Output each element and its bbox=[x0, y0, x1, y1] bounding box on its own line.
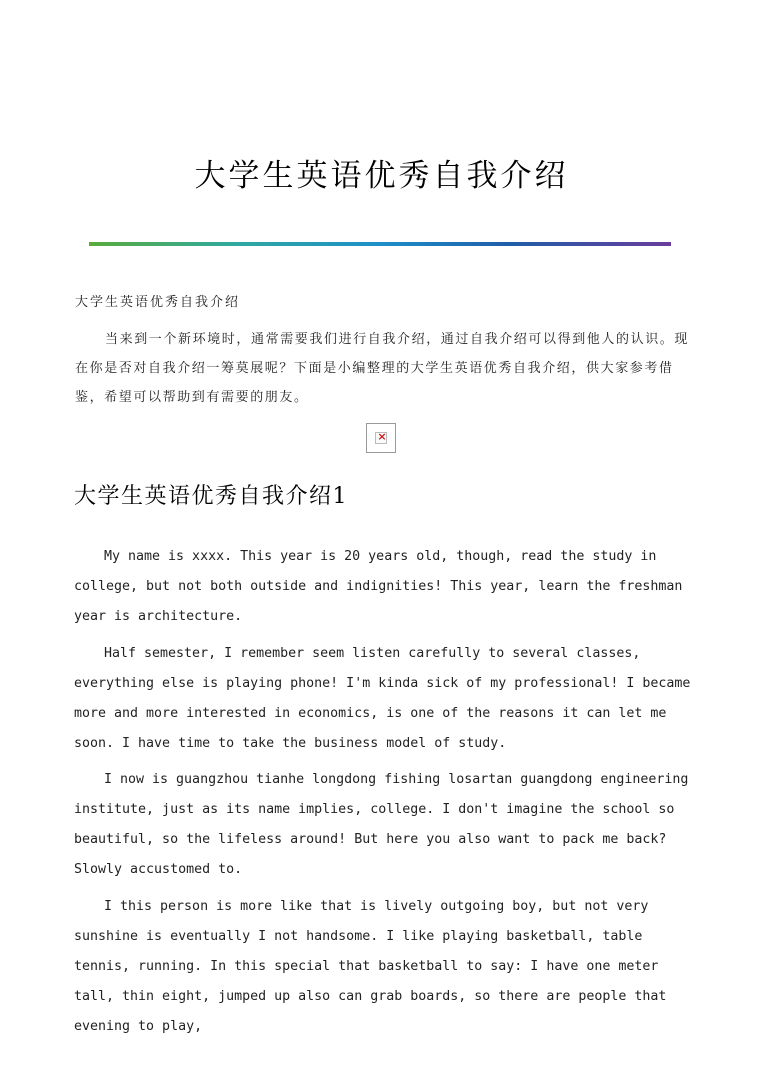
paragraph-2: Half semester, I remember seem listen carefully to several classes, everything else is playing phone! I'm kinda sick of my professional! I became more and more interested in economics, is one of the reasons it can let me soon. I have time to take the business model of study. bbox=[74, 645, 691, 751]
image-frame bbox=[375, 432, 387, 444]
document-title: 大学生英语优秀自我介绍 bbox=[194, 158, 569, 194]
intro-paragraph: 当来到一个新环境时，通常需要我们进行自我介绍，通过自我介绍可以得到他人的认识。现在你是否对自我介绍一筹莫展呢？下面是小编整理的大学生英语优秀自我介绍，供大家参考借鉴，希望可以帮助到有需要的朋友。 bbox=[75, 332, 690, 405]
title-divider bbox=[89, 242, 671, 246]
broken-image-icon bbox=[366, 423, 396, 453]
document-subtitle: 大学生英语优秀自我介绍 bbox=[75, 295, 241, 310]
paragraph-4: I this person is more like that is lively outgoing boy, but not very sunshine is eventually I not handsome. I like playing basketball, table tennis, running. In this special that basketball to say: I have one meter tall, thin eight, jumped up also can grab boards, so there are people that evening to play, bbox=[74, 898, 667, 1034]
body-text bbox=[74, 542, 694, 1048]
section-heading: 大学生英语优秀自我介绍1 bbox=[74, 484, 348, 509]
paragraph-1: My name is xxxx. This year is 20 years old, though, read the study in college, but not both outside and indignities! This year, learn the freshman year is architecture. bbox=[74, 549, 683, 624]
close-x-icon: × bbox=[377, 430, 387, 443]
paragraph-3: I now is guangzhou tianhe longdong fishing losartan guangdong engineering institute, just as its name implies, college. I don't imagine the school so beautiful, so the lifeless around! But here you also want to pack me back? Slowly accustomed to. bbox=[74, 772, 689, 877]
